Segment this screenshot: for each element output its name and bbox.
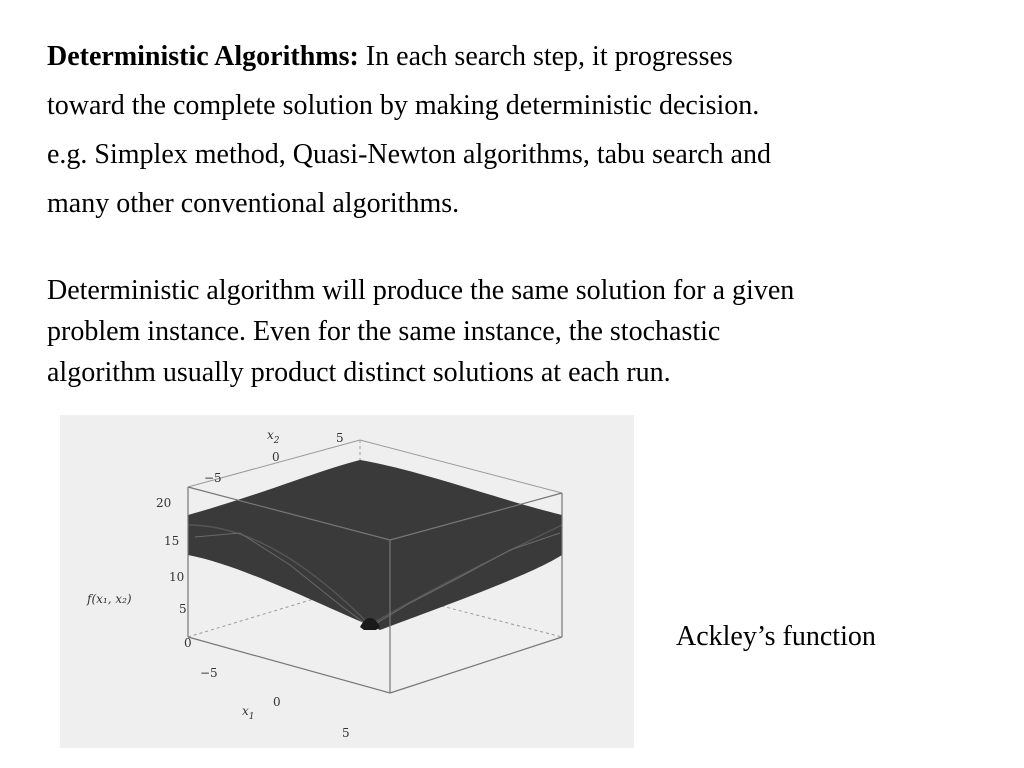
paragraph1-line4: many other conventional algorithms. — [47, 188, 460, 219]
paragraph2-line1: Deterministic algorithm will produce the same solution for a given — [47, 275, 795, 306]
x2-tick-0: 0 — [272, 450, 280, 464]
z-tick-10: 10 — [169, 570, 185, 584]
z-tick-20: 20 — [156, 496, 172, 510]
z-tick-5: 5 — [179, 602, 187, 616]
z-tick-15: 15 — [164, 534, 180, 548]
x2-axis-label: $x_2$ — [267, 428, 280, 446]
ackley-surface-plot — [60, 415, 634, 748]
x2-tick-5: 5 — [336, 431, 344, 445]
x2-tick-minus5: −5 — [204, 471, 222, 485]
paragraph1-line2: toward the complete solution by making deterministic decision. — [47, 90, 760, 121]
x1-axis-label: $x_1$ — [242, 704, 255, 722]
x1-tick-0: 0 — [273, 695, 281, 709]
x1-tick-minus5: −5 — [200, 666, 218, 680]
ackley-function-figure — [60, 415, 634, 748]
paragraph2-line2: problem instance. Even for the same instance, the stochastic — [47, 316, 721, 347]
ackley-surface — [188, 460, 562, 630]
z-axis-label: f(x₁, x₂) — [87, 592, 132, 606]
deterministic-heading: Deterministic Algorithms: — [47, 41, 359, 72]
paragraph1-line3: e.g. Simplex method, Quasi-Newton algorithms, tabu search and — [47, 139, 771, 170]
paragraph1-line1-text: In each search step, it progresses — [358, 41, 733, 72]
comparison-paragraph — [47, 270, 1007, 393]
paragraph2-line3: algorithm usually product distinct solutions at each run. — [47, 357, 671, 388]
paragraph1-line1 — [47, 32, 1007, 81]
figure-caption: Ackley’s function — [676, 621, 876, 652]
x1-tick-5: 5 — [342, 726, 350, 740]
z-tick-0: 0 — [184, 636, 192, 650]
deterministic-algorithms-paragraph — [47, 32, 1007, 228]
